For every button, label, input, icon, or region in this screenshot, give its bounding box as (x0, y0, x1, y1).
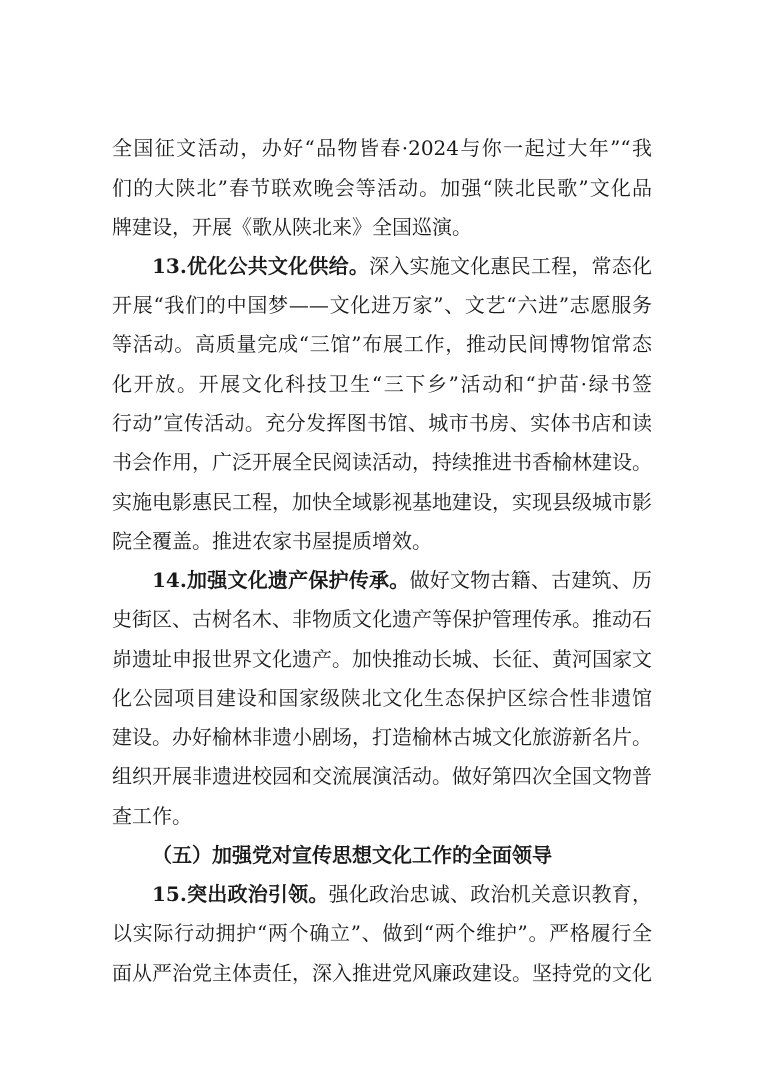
body-text: 深入实施文化惠民工程，常态化 (369, 254, 652, 278)
paragraph-lead-heading: 13.优化公共文化供给。 (152, 254, 370, 278)
body-text-line: 建设。办好榆林非遗小剧场，打造榆林古城文化旅游新名片。 (112, 725, 652, 749)
body-text-line: 实施电影惠民工程，加快全域影视基地建设，实现县级城市影 (112, 490, 652, 514)
body-text-line: 们的大陕北”春节联欢晚会等活动。加强“陕北民歌”文化品 (112, 176, 652, 200)
body-text-line: 化公园项目建设和国家级陕北文化生态保护区综合性非遗馆 (112, 686, 652, 710)
section-heading: （五）加强党对宣传思想文化工作的全面领导 (152, 843, 552, 867)
body-text-line: 开展“我们的中国梦——文化进万家”、文艺“六进”志愿服务 (112, 293, 652, 317)
body-text-line: 史街区、古树名木、非物质文化遗产等保护管理传承。推动石 (112, 607, 652, 631)
body-text-line: 查工作。 (112, 804, 192, 828)
body-text: 强化政治忠诚、政治机关意识教育， (328, 882, 652, 906)
paragraph-first-line (152, 876, 652, 912)
body-text-line: 面从严治党主体责任，深入推进党风廉政建设。坚持党的文化 (112, 961, 652, 985)
paragraph-first-line (152, 562, 652, 598)
body-text-line: 以实际行动拥护“两个确立”、做到“两个维护”。严格履行全 (112, 921, 652, 945)
body-text-line: 牌建设，开展《歌从陕北来》全国巡演。 (112, 215, 472, 239)
body-text-line: 组织开展非遗进校园和交流展演活动。做好第四次全国文物普 (112, 764, 652, 788)
body-text-line: 化开放。开展文化科技卫生“三下乡”活动和“护苗·绿书签 (112, 372, 652, 396)
body-text: 做好文物古籍、古建筑、历 (409, 568, 652, 592)
body-text-line: 全国征文活动，办好“品物皆春·2024与你一起过大年”“我 (112, 136, 652, 160)
paragraph-lead-heading: 14.加强文化遗产保护传承。 (152, 568, 410, 592)
body-text-line: 行动”宣传活动。充分发挥图书馆、城市书房、实体书店和读 (112, 411, 652, 435)
body-text-line: 院全覆盖。推进农家书屋提质增效。 (112, 529, 432, 553)
paragraph-lead-heading: 15.突出政治引领。 (152, 882, 329, 906)
body-text-line: 书会作用，广泛开展全民阅读活动，持续推进书香榆林建设。 (112, 450, 652, 474)
body-text-line: 等活动。高质量完成“三馆”布展工作，推动民间博物馆常态 (112, 332, 652, 356)
body-text-line: 峁遗址申报世界文化遗产。加快推动长城、长征、黄河国家文 (112, 647, 652, 671)
paragraph-first-line (152, 248, 652, 284)
